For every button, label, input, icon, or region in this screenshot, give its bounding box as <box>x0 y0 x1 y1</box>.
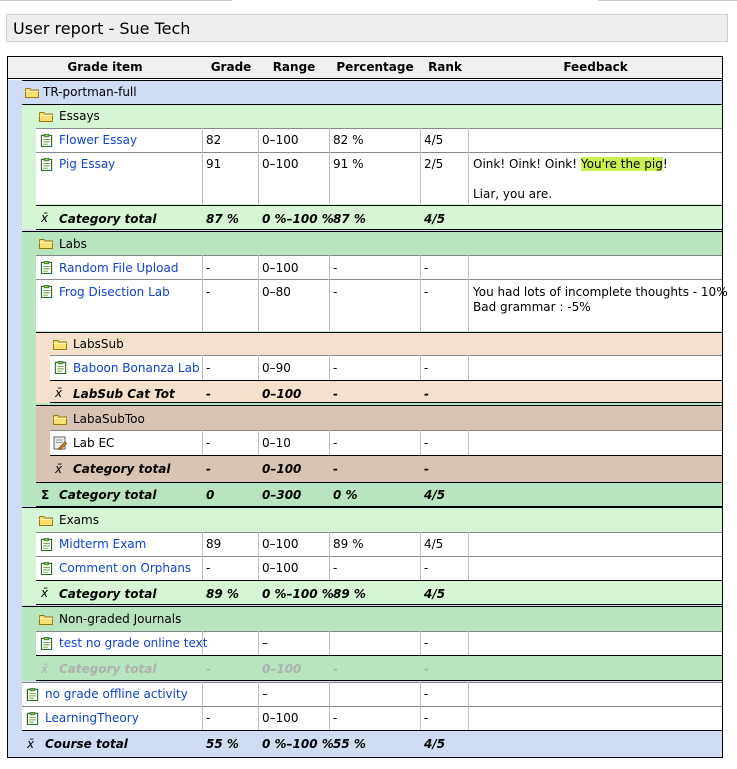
category-total-label: Category total <box>59 212 157 226</box>
assignment-icon <box>40 134 53 147</box>
course-name: TR-portman-full <box>43 85 137 99</box>
rank-value: - <box>424 687 429 701</box>
category-total-label: Category total <box>59 488 157 502</box>
mean-icon: x̄ <box>27 737 35 751</box>
feedback-part: ! <box>662 157 668 171</box>
folder-icon <box>53 339 67 350</box>
feedback-text <box>473 157 668 171</box>
folder-icon <box>53 414 67 425</box>
page-title: User report - Sue Tech <box>6 14 728 42</box>
mean-icon: x̄ <box>41 211 49 225</box>
rank-value: 2/5 <box>424 157 444 171</box>
item-pig-essay[interactable]: Pig Essay <box>59 157 116 171</box>
total-percentage: - <box>333 662 338 676</box>
category-labasubtoo: LabaSubToo <box>73 412 145 426</box>
col-feedback[interactable]: Feedback <box>563 60 628 74</box>
feedback-line: Liar, you are. <box>473 187 553 201</box>
assignment-icon <box>40 538 53 551</box>
rank-value: - <box>424 361 429 375</box>
grade-value: - <box>206 285 211 299</box>
item-lab-ec: Lab EC <box>73 436 115 450</box>
item-frog-disection-lab[interactable]: Frog Disection Lab <box>59 285 170 299</box>
item-test-no-grade-online-text[interactable]: test no grade online text <box>59 636 208 650</box>
total-grade: 89 % <box>206 587 239 601</box>
folder-icon <box>25 87 39 98</box>
total-range: 0–100 <box>262 387 302 401</box>
rank-value: - <box>424 285 429 299</box>
total-range: 0–100 <box>262 662 302 676</box>
feedback-highlight: You're the pig <box>580 157 663 171</box>
rank-value: - <box>424 261 429 275</box>
sum-icon: Σ <box>41 488 50 502</box>
total-grade: 55 % <box>206 737 239 751</box>
mean-icon: x̄ <box>55 462 63 476</box>
category-total-label: Category total <box>59 587 157 601</box>
folder-icon <box>39 111 53 122</box>
item-baboon-bonanza-lab[interactable]: Baboon Bonanza Lab <box>73 361 200 375</box>
assignment-icon <box>26 712 39 725</box>
grade-value: - <box>206 711 211 725</box>
rank-value: - <box>424 436 429 450</box>
rank-value: - <box>424 636 429 650</box>
total-range: 0 %–100 % <box>262 737 334 751</box>
category-labs: Labs <box>59 237 87 251</box>
item-flower-essay[interactable]: Flower Essay <box>59 133 138 147</box>
category-journals: Non-graded Journals <box>59 612 182 626</box>
rank-value: 4/5 <box>424 537 444 551</box>
total-range: 0–300 <box>262 488 302 502</box>
rank-value: - <box>424 561 429 575</box>
grade-value: - <box>206 436 211 450</box>
total-range: 0 %–100 % <box>262 587 334 601</box>
total-rank: - <box>424 387 429 401</box>
total-percentage: 55 % <box>333 737 366 751</box>
grade-value: - <box>206 561 211 575</box>
range-value: 0–100 <box>262 711 299 725</box>
item-no-grade-offline-activity[interactable]: no grade offline activity <box>45 687 188 701</box>
category-exams: Exams <box>59 513 99 527</box>
grade-value: 82 <box>206 133 222 147</box>
range-value: 0–80 <box>262 285 291 299</box>
mean-icon: x̄ <box>55 386 63 400</box>
total-percentage: 0 % <box>333 488 358 502</box>
feedback-part: Oink! Oink! Oink! <box>473 157 581 171</box>
total-range: 0–100 <box>262 462 302 476</box>
folder-icon <box>39 515 53 526</box>
category-total-label: Category total <box>59 662 157 676</box>
range-value: 0–100 <box>262 561 299 575</box>
range-value: 0–100 <box>262 157 299 171</box>
feedback-line: Bad grammar : -5% <box>473 300 591 314</box>
mean-icon: x̄ <box>41 662 49 676</box>
total-rank: 4/5 <box>424 488 446 502</box>
percentage-value: 91 % <box>333 157 364 171</box>
feedback-line: You had lots of incomplete thoughts - 10% <box>473 285 728 299</box>
item-random-file-upload[interactable]: Random File Upload <box>59 261 179 275</box>
total-rank: - <box>424 662 429 676</box>
total-percentage: - <box>333 387 338 401</box>
assignment-icon <box>40 285 53 298</box>
total-percentage: 89 % <box>333 587 366 601</box>
range-value: 0–100 <box>262 537 299 551</box>
col-grade-item[interactable]: Grade item <box>67 60 143 74</box>
category-essays: Essays <box>59 109 100 123</box>
percentage-value: - <box>333 561 338 575</box>
total-percentage: 87 % <box>333 212 366 226</box>
grade-value: - <box>206 361 211 375</box>
folder-icon <box>39 614 53 625</box>
percentage-value: - <box>333 261 338 275</box>
category-labssub: LabsSub <box>73 337 124 351</box>
grade-value: 89 <box>206 537 222 551</box>
total-range: 0 %–100 % <box>262 212 334 226</box>
col-percentage[interactable]: Percentage <box>336 60 414 74</box>
range-value: – <box>262 636 268 650</box>
percentage-value: 89 % <box>333 537 364 551</box>
category-total-label: Category total <box>73 462 171 476</box>
grade-value: - <box>206 261 211 275</box>
total-grade: - <box>206 387 211 401</box>
total-grade: - <box>206 662 211 676</box>
total-rank: 4/5 <box>424 212 446 226</box>
col-range[interactable]: Range <box>272 60 316 74</box>
manual-item-icon <box>53 436 67 450</box>
item-comment-on-orphans[interactable]: Comment on Orphans <box>59 561 192 575</box>
category-total-label: LabSub Cat Tot <box>73 387 175 401</box>
grade-value: 91 <box>206 157 222 171</box>
mean-icon: x̄ <box>41 586 49 600</box>
col-rank[interactable]: Rank <box>428 60 462 74</box>
assignment-icon <box>40 158 53 171</box>
top-edge <box>0 0 737 6</box>
percentage-value: - <box>333 285 338 299</box>
total-rank: - <box>424 462 429 476</box>
range-value: 0–90 <box>262 361 291 375</box>
rank-value: 4/5 <box>424 133 444 147</box>
range-value: 0–10 <box>262 436 291 450</box>
item-midterm-exam[interactable]: Midterm Exam <box>59 537 147 551</box>
folder-icon <box>39 238 53 249</box>
range-value: 0–100 <box>262 133 299 147</box>
total-grade: 87 % <box>206 212 239 226</box>
range-value: – <box>262 687 268 701</box>
percentage-value: - <box>333 436 338 450</box>
percentage-value: - <box>333 361 338 375</box>
percentage-value: 82 % <box>333 133 364 147</box>
col-grade[interactable]: Grade <box>210 60 252 74</box>
total-rank: 4/5 <box>424 587 446 601</box>
assignment-icon <box>40 562 53 575</box>
assignment-icon <box>40 637 53 650</box>
course-total-label: Course total <box>45 737 128 751</box>
total-percentage: - <box>333 462 338 476</box>
total-grade: 0 <box>206 488 215 502</box>
total-rank: 4/5 <box>424 737 446 751</box>
total-grade: - <box>206 462 211 476</box>
item-learningtheory[interactable]: LearningTheory <box>45 711 139 725</box>
assignment-icon <box>40 261 53 274</box>
assignment-icon <box>54 361 67 374</box>
percentage-value: - <box>333 711 338 725</box>
rank-value: - <box>424 711 429 725</box>
assignment-icon <box>26 688 39 701</box>
range-value: 0–100 <box>262 261 299 275</box>
